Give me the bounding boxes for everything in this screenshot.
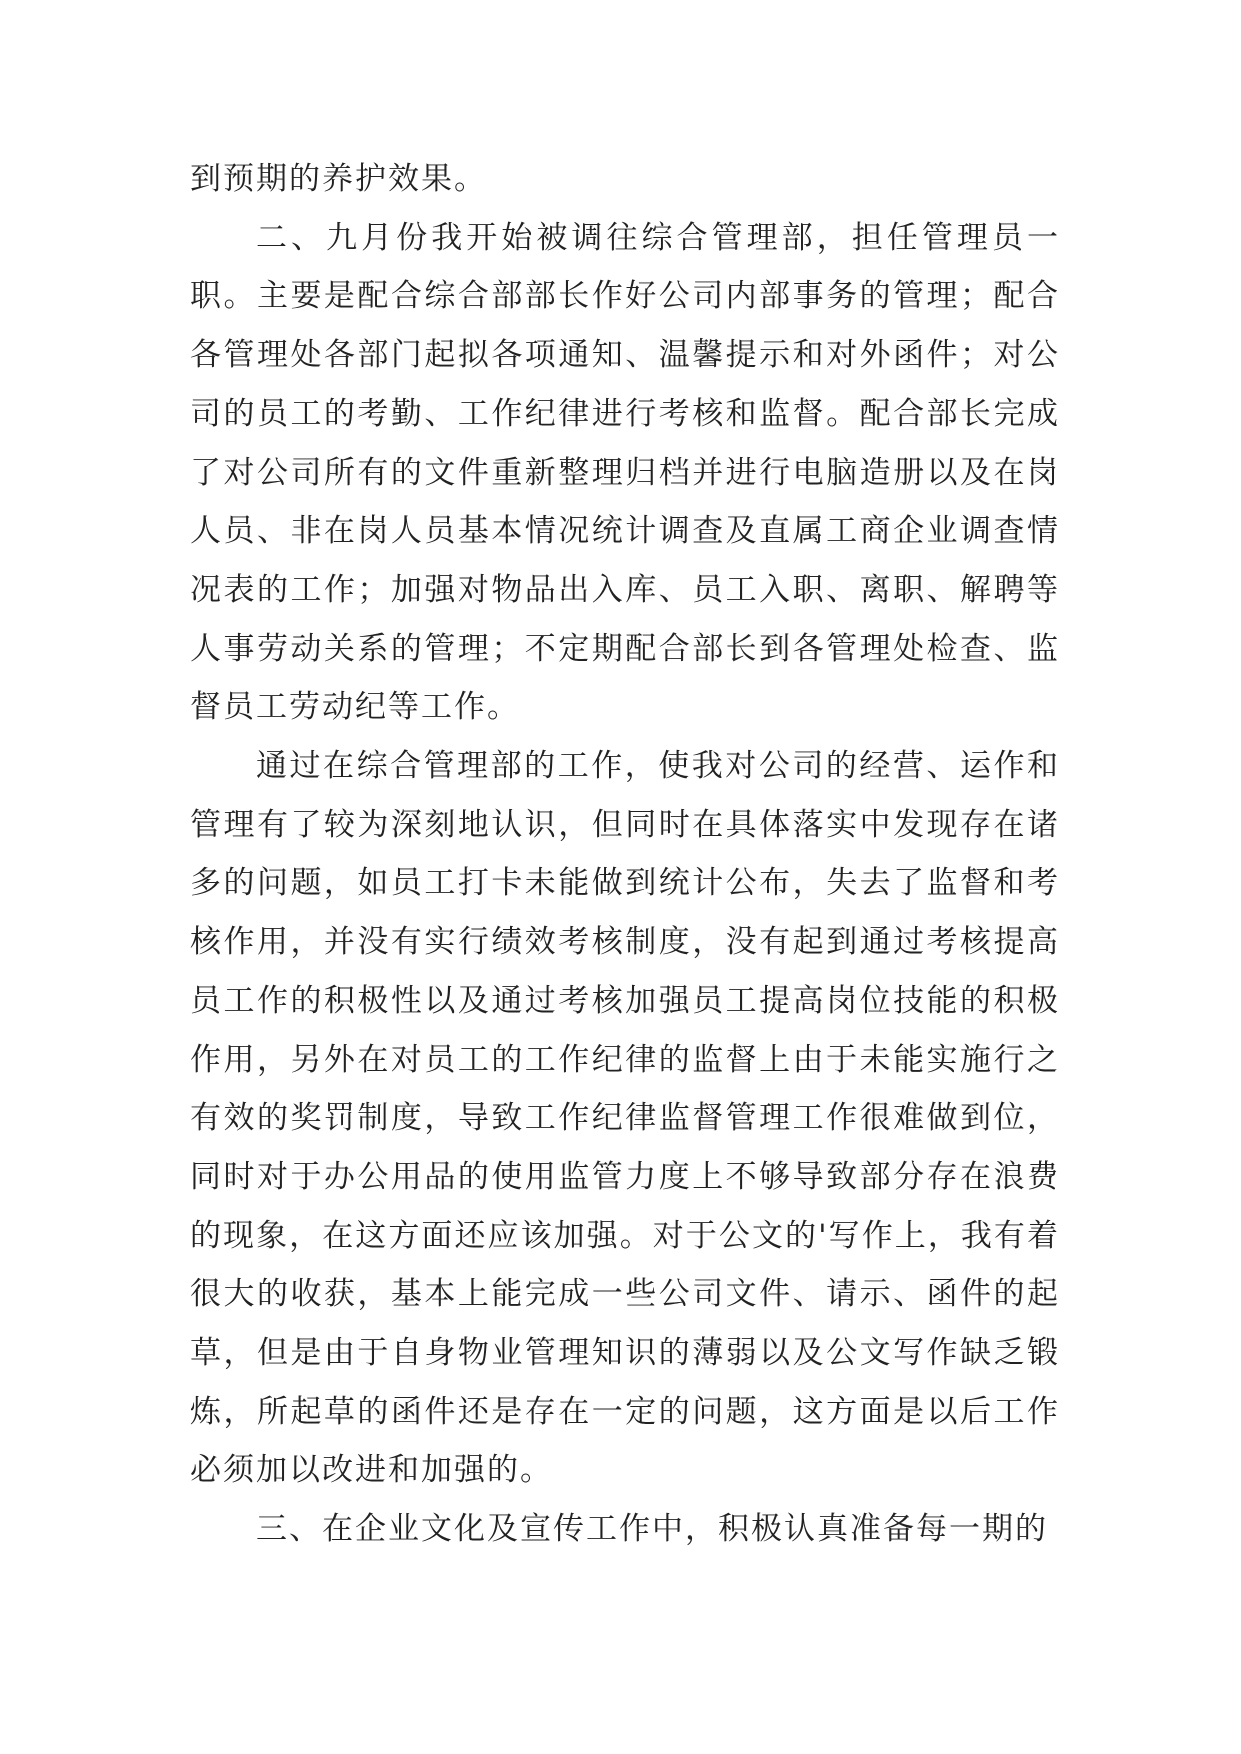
paragraph-section-two: 二、九月份我开始被调往综合管理部，担任管理员一职。主要是配合综合部部长作好公司内部事务的管理；配合各管理处各部门起拟各项通知、温馨提示和对外函件；对公司的员工的考勤、工作纪律进行考核和监督。配合部长完成了对公司所有的文件重新整理归档并进行电脑造册以及在岗人员、非在岗人员基本情况统计调查及直属工商企业调查情况表的工作；加强对物品出入库、员工入职、离职、解聘等人事劳动关系的管理；不定期配合部长到各管理处检查、监督员工劳动纪等工作。 (190, 219, 1060, 726)
paragraph-section-three: 三、在企业文化及宣传工作中，积极认真准备每一期的 (256, 1511, 1048, 1548)
paragraph-continuation: 到预期的养护效果。 (190, 161, 487, 197)
paragraph-reflection: 通过在综合管理部的工作，使我对公司的经营、运作和管理有了较为深刻地认识，但同时在具体落实中发现存在诸多的问题，如员工打卡未能做到统计公布，失去了监督和考核作用，并没有实行绩效考核制度，没有起到通过考核提高员工作的积极性以及通过考核加强员工提高岗位技能的积极作用，另外在对员工的工作纪律的监督上由于未能实施行之有效的奖罚制度，导致工作纪律监督管理工作很难做到位，同时对于办公用品的使用监管力度上不够导致部分存在浪费的现象，在这方面还应该加强。对于公文的'写作上，我有着很大的收获，基本上能完成一些公司文件、请示、函件的起草，但是由于自身物业管理知识的薄弱以及公文写作缺乏锻炼，所起草的函件还是存在一定的问题，这方面是以后工作必须加以改进和加强的。 (190, 748, 1060, 1489)
document-body (190, 150, 1060, 1559)
